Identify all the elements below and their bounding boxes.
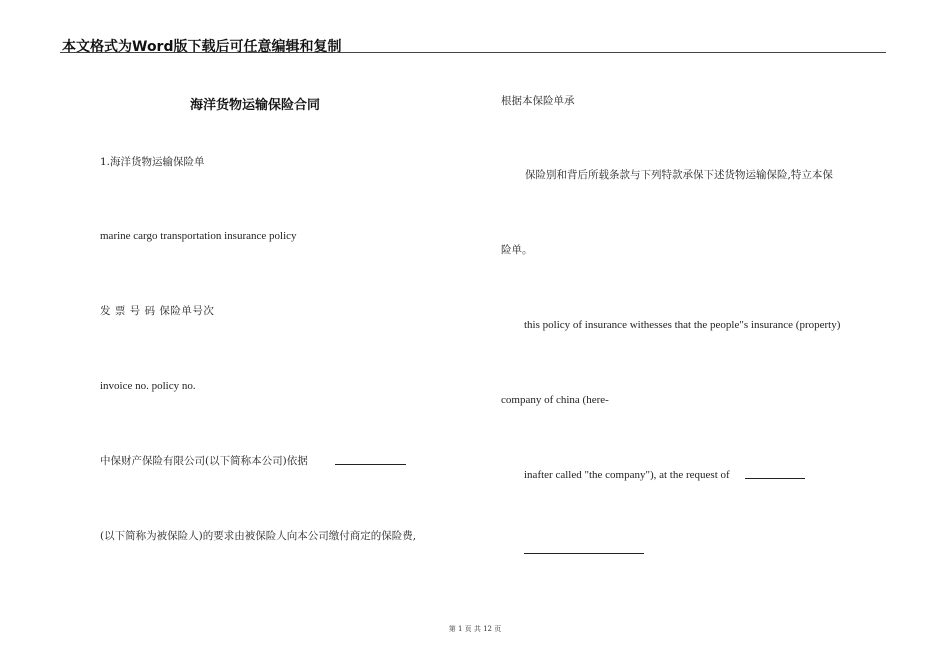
right-line-underwriting: 根据本保险单承	[501, 95, 575, 107]
document-title: 海洋货物运输保险合同	[190, 98, 321, 113]
left-line-policy-name-en: marine cargo transportation insurance policy	[100, 230, 297, 242]
header-divider	[60, 52, 886, 53]
page-number: 第 1 页 共 12 页	[448, 625, 502, 633]
blank-insured-name	[335, 464, 406, 465]
left-line-insurer-basis: 中保财产保险有限公司(以下简称本公司)依据	[100, 455, 308, 467]
left-line-policy-name: 1.海洋货物运输保险单	[100, 156, 205, 168]
blank-continuation	[524, 553, 644, 554]
left-line-invoice-policy-no-en: invoice no. policy no.	[100, 380, 196, 392]
left-line-invoice-policy-no: 发 票 号 码 保险单号次	[100, 305, 215, 317]
right-line-coverage: 保险别和背后所载条款与下列特款承保下述货物运输保险,特立本保	[525, 169, 833, 181]
right-line-company-en: company of china (here-	[501, 394, 609, 406]
blank-requester	[745, 478, 805, 479]
right-line-coverage-end: 险单。	[501, 244, 533, 256]
right-line-policy-witness-en: this policy of insurance withesses that the people"s insurance (property)	[524, 319, 841, 331]
header-title: 本文格式为Word版下载后可任意编辑和复制	[62, 39, 342, 55]
left-line-insured-request: (以下简称为被保险人)的要求由被保险人向本公司缴付商定的保险费,	[100, 530, 417, 542]
right-line-request-en: inafter called "the company"), at the request of	[524, 469, 730, 481]
